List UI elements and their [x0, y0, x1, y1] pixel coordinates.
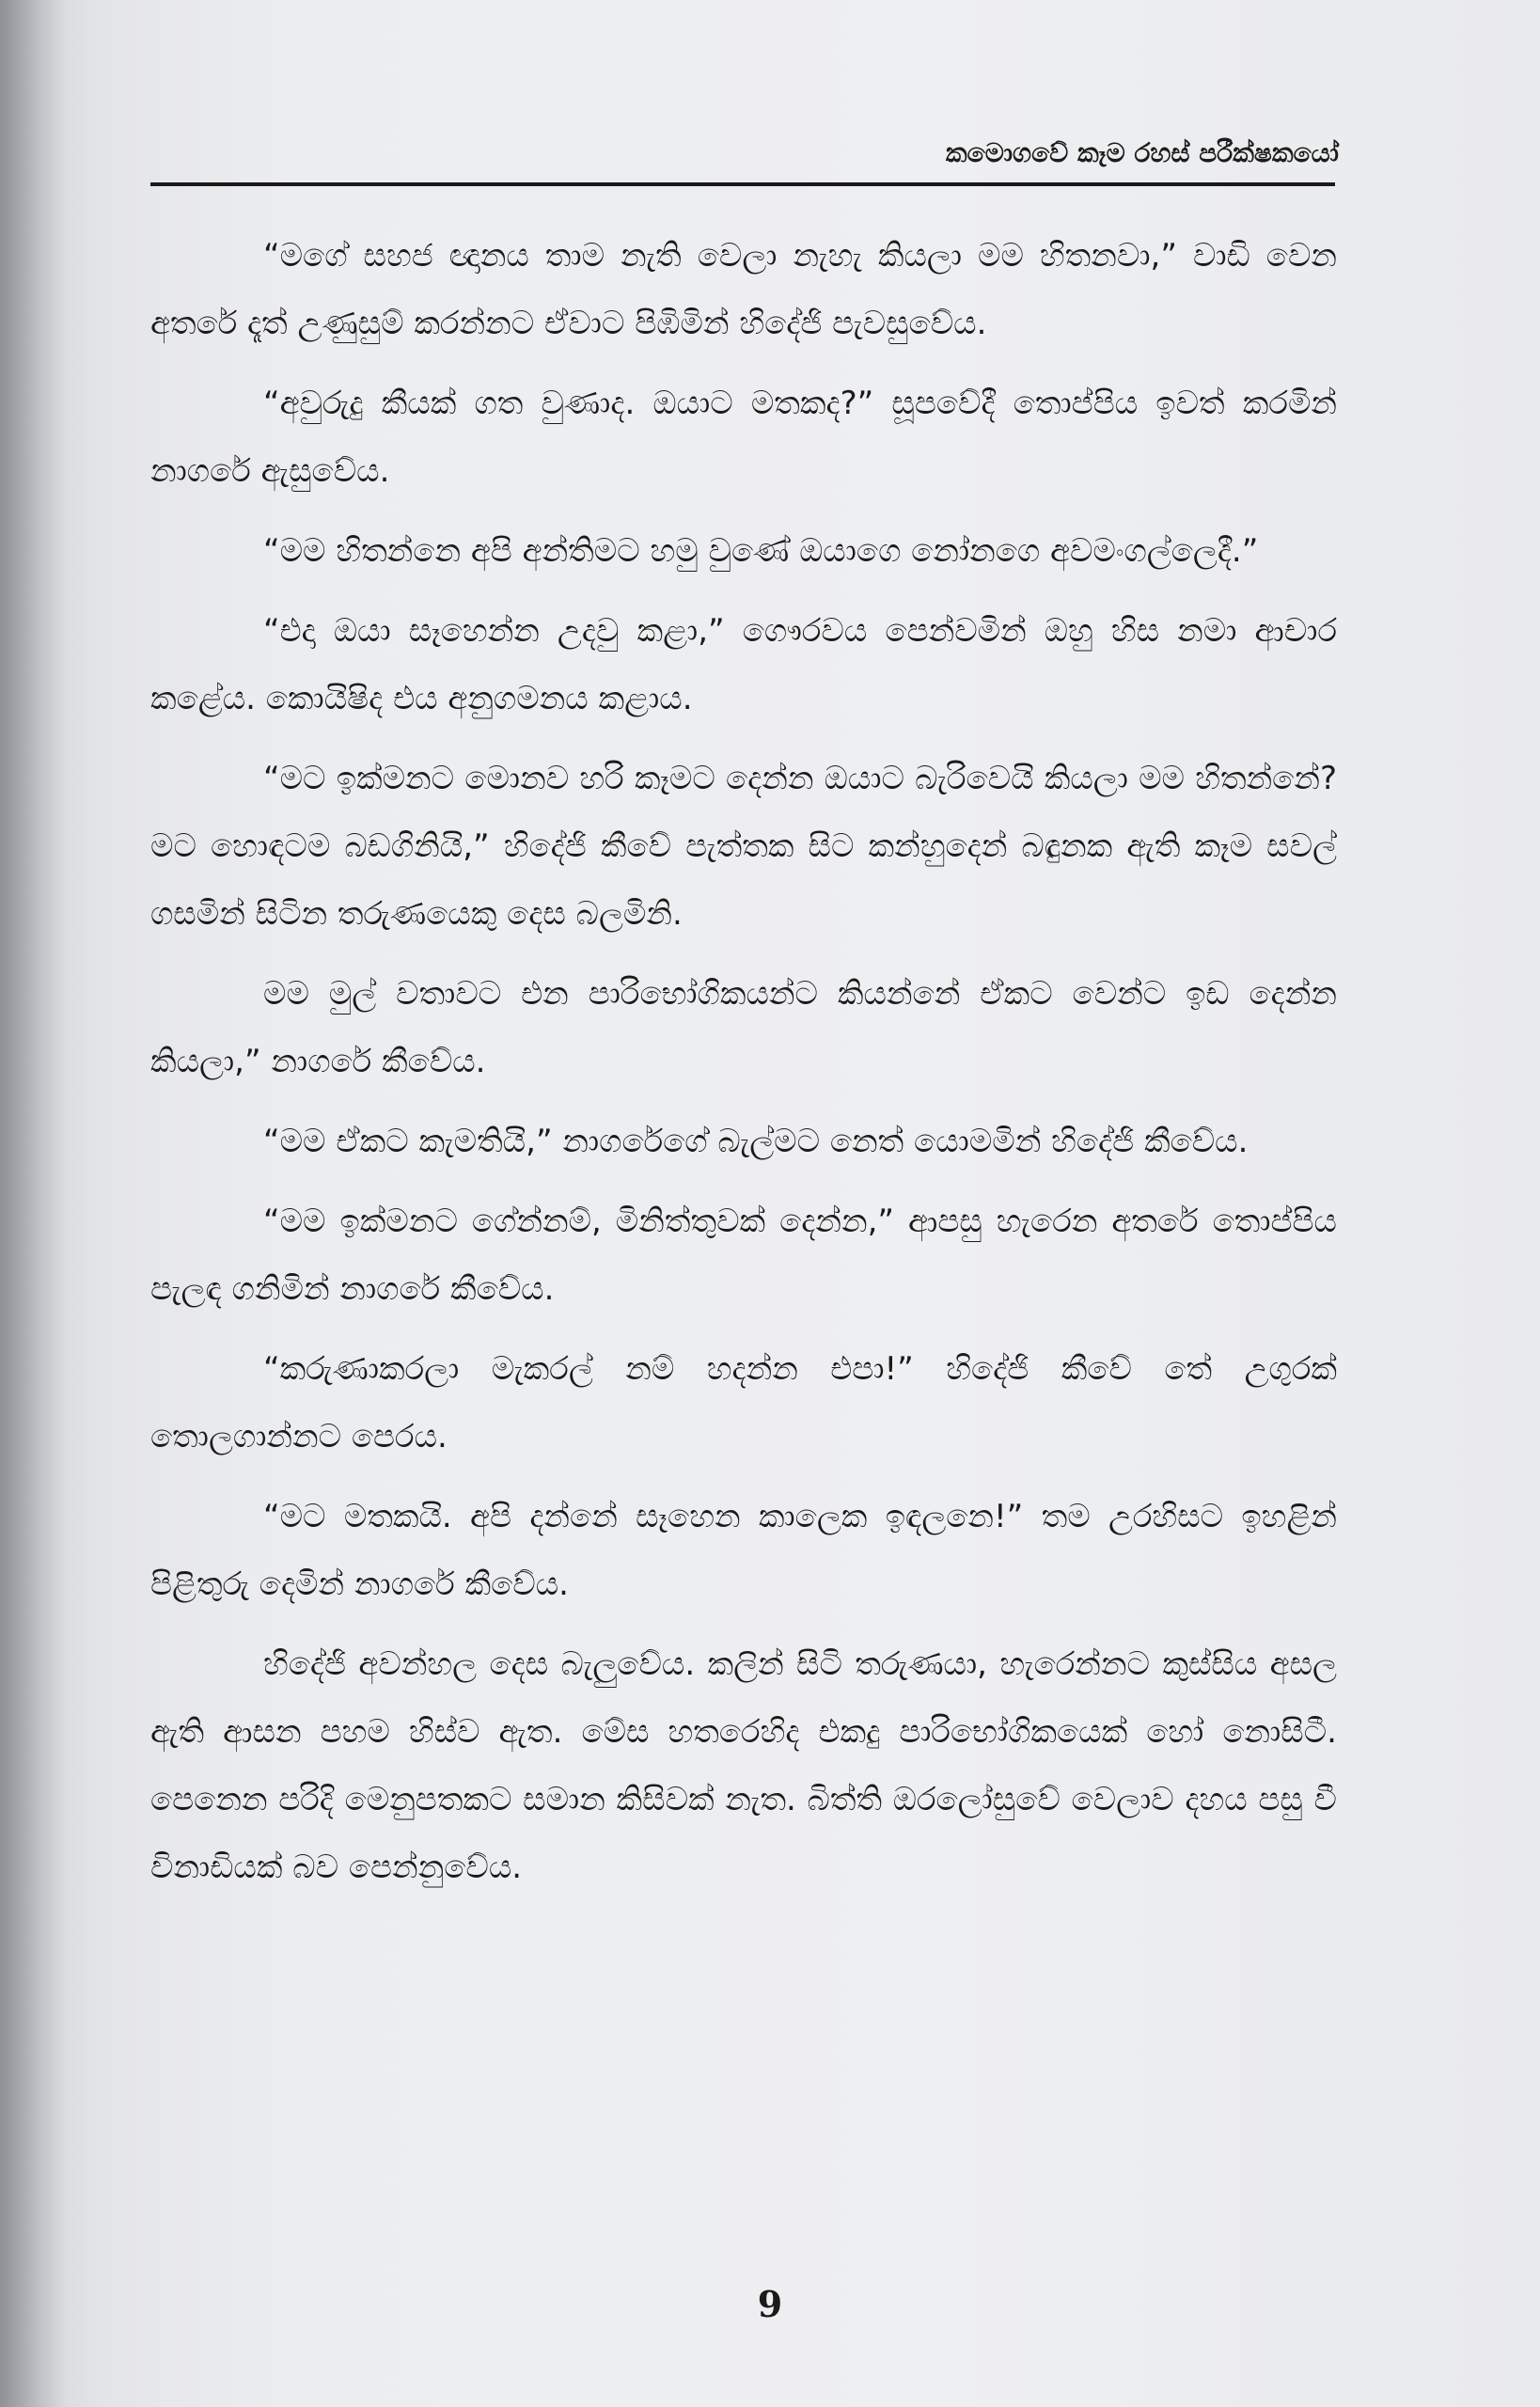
paragraph-8: “මම ඉක්මනට ගේන්නම්, මිනිත්තුවක් දෙන්න,” ආපසු හැරෙන අතරේ තොප්පිය පැලඳ ගනිමින් නාගරේ කීවේය.: [150, 1203, 1337, 1308]
page-number: 9: [757, 2283, 783, 2325]
body-text: [150, 222, 1337, 1913]
paragraph-9: “කරුණාකරලා මැකරල් නම් හදන්න එපා!” හිදේජි කීවේ තේ උගුරක් තොලගාන්නට පෙරය.: [150, 1350, 1337, 1455]
paragraph-2: “අවුරුදු කීයක් ගත වුණාද. ඔයාට මතකද?” සූපවේදී තොප්පිය ඉවත් කරමින් නාගරේ ඇසුවේය.: [150, 385, 1337, 490]
paragraph-5: “මට ඉක්මනට මොනව හරි කෑමට දෙන්න ඔයාට බැරිවෙයි කියලා මම හිතන්නේ? මට හොඳටම බඩගිනියි,” හිදේජි කීවේ පැත්තක සිට කන්හුදෙන් බඳුනක ඇති කෑම සවල් ගසමින් සිටින තරුණයෙකු දෙස බලමිනි.: [150, 760, 1337, 933]
paragraph-7: “මම ඒකට කැමතියි,” නාගරේගේ බැල්මට නෙත් යොමමින් හිදේජි කීවේය.: [263, 1123, 1249, 1160]
book-gutter-shadow: [0, 0, 66, 2407]
paragraph-10: “මට මතකයි. අපි දන්නේ සෑහෙන කාලෙක ඉඳලනෙ!” තම උරහිසට ඉහළින් පිළිතුරු දෙමින් නාගරේ කීවේය.: [150, 1498, 1337, 1603]
paragraph-11: හිදේජි අවන්හල දෙස බැලුවේය. කලින් සිටි තරුණයා, හැරෙන්නට කුස්සිය අසල ඇති ආසන පහම හිස්ව ඇත. මේස හතරෙහිද එකදු පාරිභෝගිකයෙක් හෝ නොසිටී. පෙනෙන පරිදි මෙනුපතකට සමාන කිසිවක් නැත. බිත්ති ඔරලෝසුවේ වෙලාව දහය පසු වී විනාඩියක් බව පෙන්නුවේය.: [150, 1645, 1337, 1886]
paragraph-1: “මගේ සහජ ඥානය තාම නැති වෙලා නැහැ කියලා මම හිතනවා,” වාඩි වෙන අතරේ දෑත් උණුසුම් කරන්නට ඒවාට පිඹිමින් හිදේජි පැවසුවේය.: [150, 237, 1337, 342]
header-rule: [150, 182, 1335, 186]
running-header-title: කමොගවේ කෑම රහස් පරීක්ෂකයෝ: [945, 137, 1339, 168]
paragraph-6: මම මුල් වතාවට එන පාරිභෝගිකයන්ට කියන්නේ ඒකට වෙන්ට ඉඩ දෙන්න කියලා,” නාගරේ කීවේය.: [150, 975, 1337, 1080]
paragraph-3: “මම හිතන්නෙ අපි අන්තිමට හමු වුණේ ඔයාගෙ නෝනගෙ අවමංගල්ලෙදී.”: [263, 532, 1259, 570]
paragraph-4: “එදා ඔයා සෑහෙන්න උදවු කළා,” ගෞරවය පෙන්වමින් ඔහු හිස නමා ආචාර කළේය. කොයිෂිද එය අනුගමනය කළාය.: [150, 612, 1337, 717]
